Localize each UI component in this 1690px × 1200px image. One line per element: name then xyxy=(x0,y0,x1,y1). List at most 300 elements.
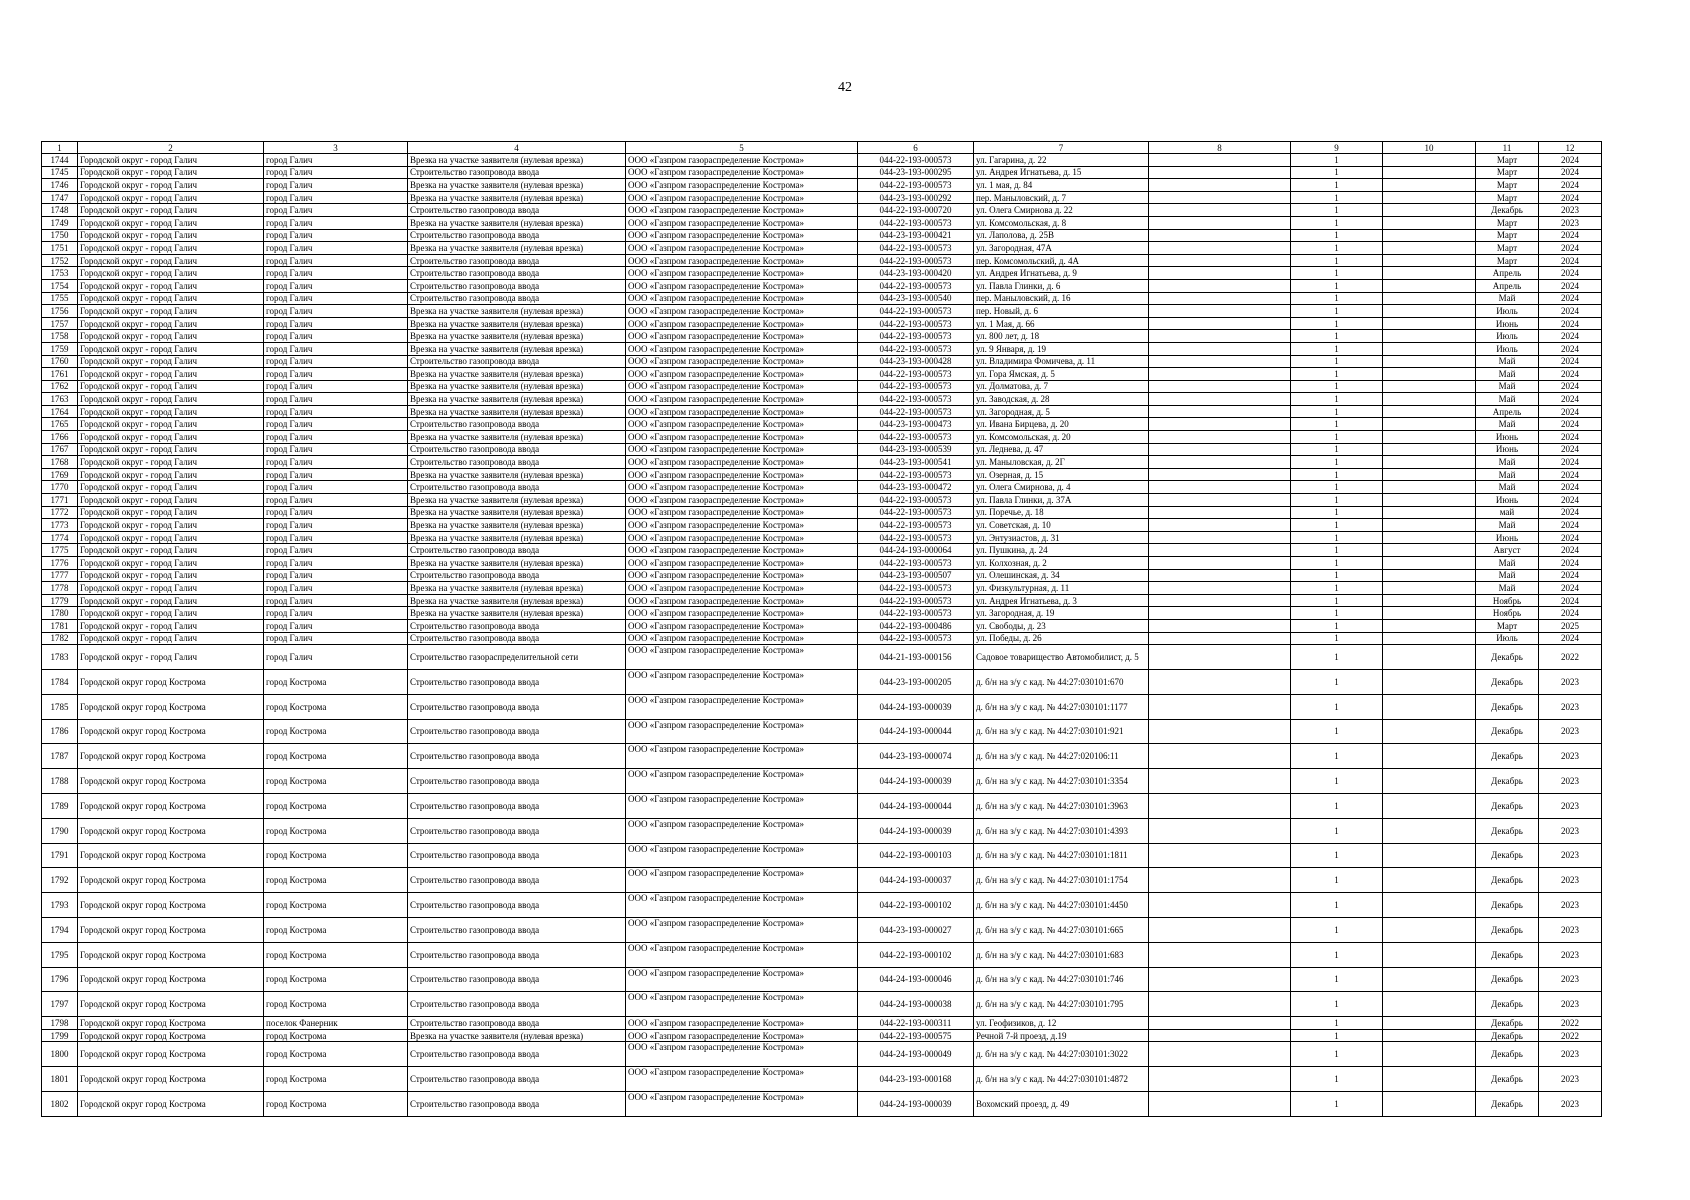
month-cell: Декабрь xyxy=(1476,1017,1539,1030)
quantity-cell: 1 xyxy=(1291,154,1383,167)
month-cell: Декабрь xyxy=(1476,769,1539,794)
row-number: 1778 xyxy=(42,582,78,595)
organization-cell: ООО «Газпром газораспределение Кострома» xyxy=(626,917,858,942)
table-row xyxy=(42,669,1602,694)
address-cell: ул. 1 мая, д. 84 xyxy=(974,179,1149,192)
table-row xyxy=(42,1029,1602,1042)
organization-cell: ООО «Газпром газораспределение Кострома» xyxy=(626,607,858,620)
year-cell: 2023 xyxy=(1539,967,1602,992)
settlement-cell: город Кострома xyxy=(264,769,408,794)
work-type-cell: Строительство газопровода ввода xyxy=(408,355,626,368)
row-number: 1769 xyxy=(42,468,78,481)
row-number: 1791 xyxy=(42,843,78,868)
work-type-cell: Строительство газопровода ввода xyxy=(408,917,626,942)
quantity-cell: 1 xyxy=(1291,793,1383,818)
organization-cell: ООО «Газпром газораспределение Кострома» xyxy=(626,405,858,418)
permit-number-cell: 044-23-193-000472 xyxy=(858,481,974,494)
organization-cell: ООО «Газпром газораспределение Кострома» xyxy=(626,1017,858,1030)
row-number: 1788 xyxy=(42,769,78,794)
address-cell: ул. Долматова, д. 7 xyxy=(974,380,1149,393)
row-number: 1764 xyxy=(42,405,78,418)
permit-number-cell: 044-22-193-000573 xyxy=(858,368,974,381)
table-row xyxy=(42,719,1602,744)
settlement-cell: город Галич xyxy=(264,204,408,217)
settlement-cell: город Галич xyxy=(264,494,408,507)
settlement-cell: город Кострома xyxy=(264,1029,408,1042)
table-row xyxy=(42,594,1602,607)
year-cell: 2024 xyxy=(1539,254,1602,267)
col8-cell xyxy=(1149,216,1291,229)
municipality-cell: Городской округ - город Галич xyxy=(78,443,264,456)
quantity-cell: 1 xyxy=(1291,967,1383,992)
month-cell: Декабрь xyxy=(1476,744,1539,769)
permit-number-cell: 044-22-193-000311 xyxy=(858,1017,974,1030)
municipality-cell: Городской округ - город Галич xyxy=(78,456,264,469)
municipality-cell: Городской округ - город Галич xyxy=(78,393,264,406)
permit-number-cell: 044-22-193-000573 xyxy=(858,632,974,645)
year-cell: 2024 xyxy=(1539,582,1602,595)
settlement-cell: город Галич xyxy=(264,242,408,255)
address-cell: ул. 9 Января, д. 19 xyxy=(974,342,1149,355)
year-cell: 2023 xyxy=(1539,719,1602,744)
month-cell: Декабрь xyxy=(1476,719,1539,744)
year-cell: 2024 xyxy=(1539,405,1602,418)
col8-cell xyxy=(1149,868,1291,893)
settlement-cell: город Кострома xyxy=(264,669,408,694)
work-type-cell: Строительство газопровода ввода xyxy=(408,1067,626,1092)
settlement-cell: город Галич xyxy=(264,569,408,582)
quantity-cell: 1 xyxy=(1291,254,1383,267)
settlement-cell: город Галич xyxy=(264,216,408,229)
col-header: 2 xyxy=(78,142,264,154)
month-cell: Декабрь xyxy=(1476,793,1539,818)
quantity-cell: 1 xyxy=(1291,292,1383,305)
col8-cell xyxy=(1149,330,1291,343)
table-row xyxy=(42,519,1602,532)
settlement-cell: город Галич xyxy=(264,279,408,292)
settlement-cell: город Галич xyxy=(264,519,408,532)
address-cell: д. б/н на з/у с кад. № 44:27:030101:1754 xyxy=(974,868,1149,893)
address-cell: ул. Андрея Игнатьева, д. 9 xyxy=(974,267,1149,280)
col8-cell xyxy=(1149,917,1291,942)
permit-number-cell: 044-23-193-000027 xyxy=(858,917,974,942)
col8-cell xyxy=(1149,204,1291,217)
work-type-cell: Врезка на участке заявителя (нулевая врезка) xyxy=(408,242,626,255)
table-row xyxy=(42,431,1602,444)
organization-cell: ООО «Газпром газораспределение Кострома» xyxy=(626,431,858,444)
quantity-cell: 1 xyxy=(1291,632,1383,645)
year-cell: 2024 xyxy=(1539,279,1602,292)
settlement-cell: город Галич xyxy=(264,330,408,343)
col8-cell xyxy=(1149,893,1291,918)
quantity-cell: 1 xyxy=(1291,191,1383,204)
row-number: 1745 xyxy=(42,166,78,179)
permit-number-cell: 044-22-193-000573 xyxy=(858,154,974,167)
table-row xyxy=(42,267,1602,280)
address-cell: д. б/н на з/у с кад. № 44:27:030101:3022 xyxy=(974,1042,1149,1067)
col10-cell xyxy=(1383,619,1476,632)
work-type-cell: Врезка на участке заявителя (нулевая врезка) xyxy=(408,468,626,481)
organization-cell: ООО «Газпром газораспределение Кострома» xyxy=(626,317,858,330)
col-header: 6 xyxy=(858,142,974,154)
permit-number-cell: 044-22-193-000573 xyxy=(858,179,974,192)
work-type-cell: Строительство газопровода ввода xyxy=(408,1091,626,1116)
row-number: 1773 xyxy=(42,519,78,532)
address-cell: ул. Свободы, д. 23 xyxy=(974,619,1149,632)
table-row xyxy=(42,619,1602,632)
col8-cell xyxy=(1149,992,1291,1017)
work-type-cell: Строительство газопровода ввода xyxy=(408,992,626,1017)
col10-cell xyxy=(1383,204,1476,217)
table-row xyxy=(42,793,1602,818)
col-header: 9 xyxy=(1291,142,1383,154)
work-type-cell: Строительство газопровода ввода xyxy=(408,254,626,267)
year-cell: 2022 xyxy=(1539,1029,1602,1042)
address-cell: пер. Маныловский, д. 16 xyxy=(974,292,1149,305)
month-cell: Июнь xyxy=(1476,431,1539,444)
quantity-cell: 1 xyxy=(1291,843,1383,868)
month-cell: Декабрь xyxy=(1476,694,1539,719)
settlement-cell: город Галич xyxy=(264,191,408,204)
address-cell: д. б/н на з/у с кад. № 44:27:030101:665 xyxy=(974,917,1149,942)
col10-cell xyxy=(1383,443,1476,456)
row-number: 1799 xyxy=(42,1029,78,1042)
col10-cell xyxy=(1383,594,1476,607)
settlement-cell: город Галич xyxy=(264,468,408,481)
table-row xyxy=(42,818,1602,843)
quantity-cell: 1 xyxy=(1291,443,1383,456)
address-cell: ул. Павла Глинки, д. 6 xyxy=(974,279,1149,292)
organization-cell: ООО «Газпром газораспределение Кострома» xyxy=(626,744,858,769)
year-cell: 2024 xyxy=(1539,557,1602,570)
table-row xyxy=(42,506,1602,519)
permit-number-cell: 044-24-193-000044 xyxy=(858,719,974,744)
permit-number-cell: 044-22-193-000573 xyxy=(858,342,974,355)
organization-cell: ООО «Газпром газораспределение Кострома» xyxy=(626,992,858,1017)
address-cell: ул. Андрея Игнатьева, д. 15 xyxy=(974,166,1149,179)
month-cell: Май xyxy=(1476,393,1539,406)
quantity-cell: 1 xyxy=(1291,393,1383,406)
municipality-cell: Городской округ - город Галич xyxy=(78,544,264,557)
col8-cell xyxy=(1149,519,1291,532)
work-type-cell: Врезка на участке заявителя (нулевая врезка) xyxy=(408,607,626,620)
quantity-cell: 1 xyxy=(1291,481,1383,494)
quantity-cell: 1 xyxy=(1291,229,1383,242)
year-cell: 2023 xyxy=(1539,942,1602,967)
work-type-cell: Строительство газопровода ввода xyxy=(408,619,626,632)
table-row xyxy=(42,342,1602,355)
permit-number-cell: 044-22-193-000573 xyxy=(858,519,974,532)
quantity-cell: 1 xyxy=(1291,380,1383,393)
col8-cell xyxy=(1149,531,1291,544)
settlement-cell: город Галич xyxy=(264,418,408,431)
row-number: 1765 xyxy=(42,418,78,431)
organization-cell: ООО «Газпром газораспределение Кострома» xyxy=(626,843,858,868)
col8-cell xyxy=(1149,267,1291,280)
month-cell: Декабрь xyxy=(1476,967,1539,992)
permit-number-cell: 044-22-193-000573 xyxy=(858,468,974,481)
year-cell: 2023 xyxy=(1539,694,1602,719)
permit-number-cell: 044-23-193-000540 xyxy=(858,292,974,305)
table-row xyxy=(42,1067,1602,1092)
organization-cell: ООО «Газпром газораспределение Кострома» xyxy=(626,393,858,406)
organization-cell: ООО «Газпром газораспределение Кострома» xyxy=(626,456,858,469)
quantity-cell: 1 xyxy=(1291,917,1383,942)
year-cell: 2024 xyxy=(1539,632,1602,645)
permit-number-cell: 044-22-193-000573 xyxy=(858,279,974,292)
settlement-cell: город Кострома xyxy=(264,843,408,868)
municipality-cell: Городской округ - город Галич xyxy=(78,267,264,280)
table-row xyxy=(42,179,1602,192)
municipality-cell: Городской округ - город Галич xyxy=(78,204,264,217)
municipality-cell: Городской округ - город Галич xyxy=(78,342,264,355)
settlement-cell: город Галич xyxy=(264,431,408,444)
quantity-cell: 1 xyxy=(1291,544,1383,557)
col8-cell xyxy=(1149,494,1291,507)
organization-cell: ООО «Газпром газораспределение Кострома» xyxy=(626,204,858,217)
quantity-cell: 1 xyxy=(1291,1067,1383,1092)
quantity-cell: 1 xyxy=(1291,179,1383,192)
col10-cell xyxy=(1383,632,1476,645)
col10-cell xyxy=(1383,456,1476,469)
col8-cell xyxy=(1149,279,1291,292)
settlement-cell: город Кострома xyxy=(264,719,408,744)
organization-cell: ООО «Газпром газораспределение Кострома» xyxy=(626,254,858,267)
year-cell: 2024 xyxy=(1539,569,1602,582)
year-cell: 2024 xyxy=(1539,166,1602,179)
table-row xyxy=(42,917,1602,942)
month-cell: Июнь xyxy=(1476,494,1539,507)
row-number: 1751 xyxy=(42,242,78,255)
month-cell: Март xyxy=(1476,154,1539,167)
row-number: 1794 xyxy=(42,917,78,942)
address-cell: Речной 7-й проезд, д.19 xyxy=(974,1029,1149,1042)
col8-cell xyxy=(1149,942,1291,967)
year-cell: 2024 xyxy=(1539,443,1602,456)
month-cell: Апрель xyxy=(1476,267,1539,280)
year-cell: 2023 xyxy=(1539,1067,1602,1092)
municipality-cell: Городской округ город Кострома xyxy=(78,843,264,868)
permit-number-cell: 044-23-193-000420 xyxy=(858,267,974,280)
table-row xyxy=(42,992,1602,1017)
municipality-cell: Городской округ - город Галич xyxy=(78,607,264,620)
col8-cell xyxy=(1149,368,1291,381)
month-cell: Март xyxy=(1476,166,1539,179)
address-cell: ул. Маныловская, д. 2Г xyxy=(974,456,1149,469)
quantity-cell: 1 xyxy=(1291,405,1383,418)
municipality-cell: Городской округ город Кострома xyxy=(78,1029,264,1042)
permit-number-cell: 044-24-193-000044 xyxy=(858,793,974,818)
address-cell: д. б/н на з/у с кад. № 44:27:030101:1177 xyxy=(974,694,1149,719)
municipality-cell: Городской округ - город Галич xyxy=(78,279,264,292)
work-type-cell: Строительство газопровода ввода xyxy=(408,229,626,242)
settlement-cell: город Галич xyxy=(264,582,408,595)
settlement-cell: город Галич xyxy=(264,166,408,179)
col8-cell xyxy=(1149,393,1291,406)
municipality-cell: Городской округ - город Галич xyxy=(78,494,264,507)
address-cell: д. б/н на з/у с кад. № 44:27:030101:4872 xyxy=(974,1067,1149,1092)
col-header: 11 xyxy=(1476,142,1539,154)
permit-number-cell: 044-24-193-000064 xyxy=(858,544,974,557)
municipality-cell: Городской округ - город Галич xyxy=(78,191,264,204)
col8-cell xyxy=(1149,254,1291,267)
municipality-cell: Городской округ - город Галич xyxy=(78,481,264,494)
col10-cell xyxy=(1383,719,1476,744)
table-row xyxy=(42,229,1602,242)
organization-cell: ООО «Газпром газораспределение Кострома» xyxy=(626,418,858,431)
col10-cell xyxy=(1383,380,1476,393)
month-cell: Апрель xyxy=(1476,405,1539,418)
table-row xyxy=(42,582,1602,595)
col8-cell xyxy=(1149,1017,1291,1030)
month-cell: Декабрь xyxy=(1476,893,1539,918)
quantity-cell: 1 xyxy=(1291,1042,1383,1067)
row-number: 1759 xyxy=(42,342,78,355)
municipality-cell: Городской округ город Кострома xyxy=(78,1091,264,1116)
row-number: 1768 xyxy=(42,456,78,469)
settlement-cell: город Галич xyxy=(264,456,408,469)
col10-cell xyxy=(1383,582,1476,595)
permit-number-cell: 044-22-193-000573 xyxy=(858,405,974,418)
table-row xyxy=(42,317,1602,330)
municipality-cell: Городской округ город Кострома xyxy=(78,868,264,893)
row-number: 1797 xyxy=(42,992,78,1017)
table-row xyxy=(42,292,1602,305)
row-number: 1785 xyxy=(42,694,78,719)
permit-number-cell: 044-21-193-000156 xyxy=(858,645,974,670)
col10-cell xyxy=(1383,868,1476,893)
col10-cell xyxy=(1383,917,1476,942)
work-type-cell: Врезка на участке заявителя (нулевая врезка) xyxy=(408,380,626,393)
address-cell: ул. Владимира Фомичева, д. 11 xyxy=(974,355,1149,368)
organization-cell: ООО «Газпром газораспределение Кострома» xyxy=(626,569,858,582)
row-number: 1760 xyxy=(42,355,78,368)
settlement-cell: город Кострома xyxy=(264,868,408,893)
quantity-cell: 1 xyxy=(1291,456,1383,469)
municipality-cell: Городской округ город Кострома xyxy=(78,893,264,918)
month-cell: Май xyxy=(1476,456,1539,469)
row-number: 1789 xyxy=(42,793,78,818)
address-cell: ул. Победы, д. 26 xyxy=(974,632,1149,645)
work-type-cell: Строительство газопровода ввода xyxy=(408,204,626,217)
permit-number-cell: 044-22-193-000720 xyxy=(858,204,974,217)
month-cell: Март xyxy=(1476,229,1539,242)
address-cell: ул. Гора Ямская, д. 5 xyxy=(974,368,1149,381)
address-cell: д. б/н на з/у с кад. № 44:27:030101:1811 xyxy=(974,843,1149,868)
quantity-cell: 1 xyxy=(1291,494,1383,507)
col10-cell xyxy=(1383,330,1476,343)
col8-cell xyxy=(1149,191,1291,204)
col10-cell xyxy=(1383,254,1476,267)
settlement-cell: город Галич xyxy=(264,481,408,494)
address-cell: ул. 800 лет, д. 18 xyxy=(974,330,1149,343)
work-type-cell: Строительство газопровода ввода xyxy=(408,569,626,582)
year-cell: 2024 xyxy=(1539,519,1602,532)
permit-number-cell: 044-22-193-000573 xyxy=(858,242,974,255)
permit-number-cell: 044-24-193-000049 xyxy=(858,1042,974,1067)
address-cell: ул. Гагарина, д. 22 xyxy=(974,154,1149,167)
organization-cell: ООО «Газпром газораспределение Кострома» xyxy=(626,368,858,381)
year-cell: 2024 xyxy=(1539,531,1602,544)
month-cell: Апрель xyxy=(1476,279,1539,292)
col8-cell xyxy=(1149,305,1291,318)
col8-cell xyxy=(1149,645,1291,670)
row-number: 1787 xyxy=(42,744,78,769)
col8-cell xyxy=(1149,744,1291,769)
organization-cell: ООО «Газпром газораспределение Кострома» xyxy=(626,632,858,645)
year-cell: 2024 xyxy=(1539,368,1602,381)
quantity-cell: 1 xyxy=(1291,868,1383,893)
address-cell: ул. Павла Глинки, д. 37А xyxy=(974,494,1149,507)
permit-number-cell: 044-22-193-000573 xyxy=(858,317,974,330)
col8-cell xyxy=(1149,1091,1291,1116)
work-type-cell: Строительство газопровода ввода xyxy=(408,1017,626,1030)
address-cell: ул. Комсомольская, д. 8 xyxy=(974,216,1149,229)
permit-number-cell: 044-23-193-000074 xyxy=(858,744,974,769)
work-type-cell: Строительство газопровода ввода xyxy=(408,818,626,843)
municipality-cell: Городской округ город Кострома xyxy=(78,917,264,942)
work-type-cell: Врезка на участке заявителя (нулевая врезка) xyxy=(408,154,626,167)
col-header: 12 xyxy=(1539,142,1602,154)
organization-cell: ООО «Газпром газораспределение Кострома» xyxy=(626,645,858,670)
municipality-cell: Городской округ - город Галич xyxy=(78,368,264,381)
table-row xyxy=(42,154,1602,167)
table-row xyxy=(42,607,1602,620)
quantity-cell: 1 xyxy=(1291,942,1383,967)
col8-cell xyxy=(1149,355,1291,368)
work-type-cell: Строительство газопровода ввода xyxy=(408,694,626,719)
quantity-cell: 1 xyxy=(1291,582,1383,595)
col10-cell xyxy=(1383,645,1476,670)
address-cell: Вохомский проезд, д. 49 xyxy=(974,1091,1149,1116)
table-row xyxy=(42,1091,1602,1116)
municipality-cell: Городской округ - город Галич xyxy=(78,317,264,330)
month-cell: Июль xyxy=(1476,342,1539,355)
address-cell: д. б/н на з/у с кад. № 44:27:030101:746 xyxy=(974,967,1149,992)
organization-cell: ООО «Газпром газораспределение Кострома» xyxy=(626,531,858,544)
permit-number-cell: 044-23-193-000473 xyxy=(858,418,974,431)
quantity-cell: 1 xyxy=(1291,645,1383,670)
organization-cell: ООО «Газпром газораспределение Кострома» xyxy=(626,1029,858,1042)
year-cell: 2022 xyxy=(1539,645,1602,670)
settlement-cell: город Галич xyxy=(264,607,408,620)
settlement-cell: город Кострома xyxy=(264,967,408,992)
work-type-cell: Врезка на участке заявителя (нулевая врезка) xyxy=(408,368,626,381)
year-cell: 2024 xyxy=(1539,317,1602,330)
organization-cell: ООО «Газпром газораспределение Кострома» xyxy=(626,305,858,318)
municipality-cell: Городской округ - город Галич xyxy=(78,582,264,595)
table-row xyxy=(42,645,1602,670)
year-cell: 2023 xyxy=(1539,1042,1602,1067)
col10-cell xyxy=(1383,544,1476,557)
municipality-cell: Городской округ - город Галич xyxy=(78,632,264,645)
quantity-cell: 1 xyxy=(1291,355,1383,368)
year-cell: 2024 xyxy=(1539,494,1602,507)
permit-number-cell: 044-23-193-000541 xyxy=(858,456,974,469)
quantity-cell: 1 xyxy=(1291,893,1383,918)
organization-cell: ООО «Газпром газораспределение Кострома» xyxy=(626,544,858,557)
address-cell: ул. Андрея Игнатьева, д. 3 xyxy=(974,594,1149,607)
municipality-cell: Городской округ город Кострома xyxy=(78,818,264,843)
work-type-cell: Врезка на участке заявителя (нулевая врезка) xyxy=(408,494,626,507)
col10-cell xyxy=(1383,1042,1476,1067)
permit-number-cell: 044-22-193-000103 xyxy=(858,843,974,868)
year-cell: 2024 xyxy=(1539,594,1602,607)
col10-cell xyxy=(1383,279,1476,292)
organization-cell: ООО «Газпром газораспределение Кострома» xyxy=(626,893,858,918)
row-number: 1800 xyxy=(42,1042,78,1067)
settlement-cell: город Галич xyxy=(264,531,408,544)
